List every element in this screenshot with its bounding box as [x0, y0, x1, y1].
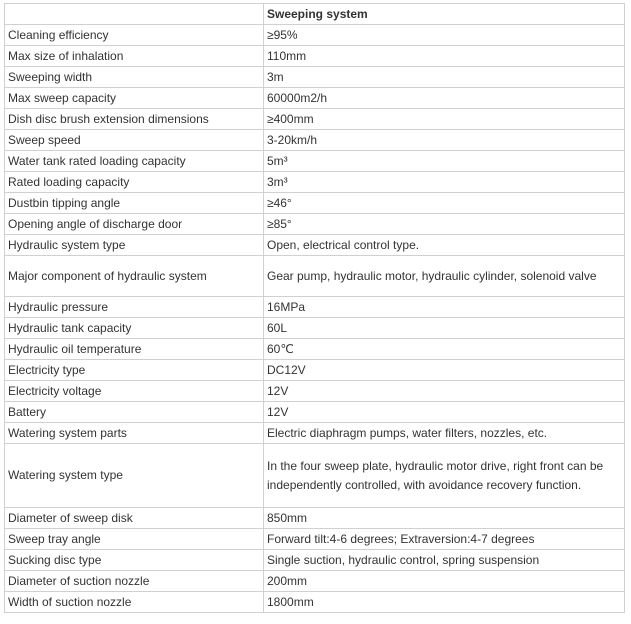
section-title: Sweeping system	[264, 4, 625, 25]
spec-value-cell: 3m	[264, 67, 625, 88]
spec-label-cell: Hydraulic tank capacity	[5, 318, 264, 339]
spec-label-cell: Cleaning efficiency	[5, 25, 264, 46]
spec-label-cell: Major component of hydraulic system	[5, 256, 264, 297]
spec-label-cell: Dustbin tipping angle	[5, 193, 264, 214]
spec-value-cell: ≥85°	[264, 214, 625, 235]
table-row	[5, 423, 625, 444]
table-row	[5, 318, 625, 339]
spec-value-cell: 12V	[264, 402, 625, 423]
table-row	[5, 46, 625, 67]
spec-value-cell: ≥46°	[264, 193, 625, 214]
spec-label-cell: Rated loading capacity	[5, 172, 264, 193]
table-row	[5, 444, 625, 508]
spec-label-cell: Electricity type	[5, 360, 264, 381]
spec-label-cell: Water tank rated loading capacity	[5, 151, 264, 172]
table-row	[5, 339, 625, 360]
spec-value-cell: 12V	[264, 381, 625, 402]
spec-value-cell: 5m³	[264, 151, 625, 172]
spec-value-cell: 110mm	[264, 46, 625, 67]
spec-value-cell: Single suction, hydraulic control, spring suspension	[264, 550, 625, 571]
table-row	[5, 130, 625, 151]
table-row	[5, 109, 625, 130]
spec-label-cell: Opening angle of discharge door	[5, 214, 264, 235]
table-header-row	[5, 4, 625, 25]
spec-label-cell: Max size of inhalation	[5, 46, 264, 67]
spec-value-cell: 200mm	[264, 571, 625, 592]
spec-value-cell: Forward tilt:4-6 degrees; Extraversion:4-7 degrees	[264, 529, 625, 550]
spec-table-body	[5, 4, 625, 613]
table-row	[5, 297, 625, 318]
spec-value-cell: 1800mm	[264, 592, 625, 613]
spec-value-cell: Gear pump, hydraulic motor, hydraulic cylinder, solenoid valve	[264, 256, 625, 297]
table-row	[5, 88, 625, 109]
spec-value-cell: ≥400mm	[264, 109, 625, 130]
spec-label-cell: Hydraulic pressure	[5, 297, 264, 318]
spec-value-cell: Electric diaphragm pumps, water filters, nozzles, etc.	[264, 423, 625, 444]
spec-value-cell: Open, electrical control type.	[264, 235, 625, 256]
spec-label-cell: Sweep tray angle	[5, 529, 264, 550]
spec-label-cell: Battery	[5, 402, 264, 423]
table-row	[5, 151, 625, 172]
header-label-cell	[5, 4, 264, 25]
spec-label-cell: Width of suction nozzle	[5, 592, 264, 613]
spec-label-cell: Watering system parts	[5, 423, 264, 444]
table-row	[5, 193, 625, 214]
spec-value-cell: 16MPa	[264, 297, 625, 318]
spec-label-cell: Diameter of sweep disk	[5, 508, 264, 529]
table-row	[5, 402, 625, 423]
spec-label-cell: Sweep speed	[5, 130, 264, 151]
table-row	[5, 360, 625, 381]
spec-label-cell: Sucking disc type	[5, 550, 264, 571]
table-row	[5, 67, 625, 88]
table-row	[5, 172, 625, 193]
spec-label-cell: Max sweep capacity	[5, 88, 264, 109]
spec-value-cell: 3-20km/h	[264, 130, 625, 151]
table-row	[5, 256, 625, 297]
spec-value-cell: ≥95%	[264, 25, 625, 46]
spec-value-cell: 850mm	[264, 508, 625, 529]
spec-label-cell: Diameter of suction nozzle	[5, 571, 264, 592]
spec-label-cell: Dish disc brush extension dimensions	[5, 109, 264, 130]
spec-value-cell: 60L	[264, 318, 625, 339]
spec-value-cell: 3m³	[264, 172, 625, 193]
spec-label-cell: Sweeping width	[5, 67, 264, 88]
table-row	[5, 381, 625, 402]
table-row	[5, 592, 625, 613]
spec-label-cell: Electricity voltage	[5, 381, 264, 402]
table-row	[5, 214, 625, 235]
spec-label-cell: Watering system type	[5, 444, 264, 508]
spec-value-cell: In the four sweep plate, hydraulic motor drive, right front can be independently controlled, with avoidance recovery function.	[264, 444, 625, 508]
table-row	[5, 508, 625, 529]
spec-label-cell: Hydraulic system type	[5, 235, 264, 256]
spec-label-cell: Hydraulic oil temperature	[5, 339, 264, 360]
table-row	[5, 25, 625, 46]
table-row	[5, 571, 625, 592]
spec-table	[4, 3, 625, 613]
table-row	[5, 550, 625, 571]
table-row	[5, 235, 625, 256]
table-row	[5, 529, 625, 550]
spec-value-cell: 60℃	[264, 339, 625, 360]
spec-value-cell: 60000m2/h	[264, 88, 625, 109]
spec-value-cell: DC12V	[264, 360, 625, 381]
